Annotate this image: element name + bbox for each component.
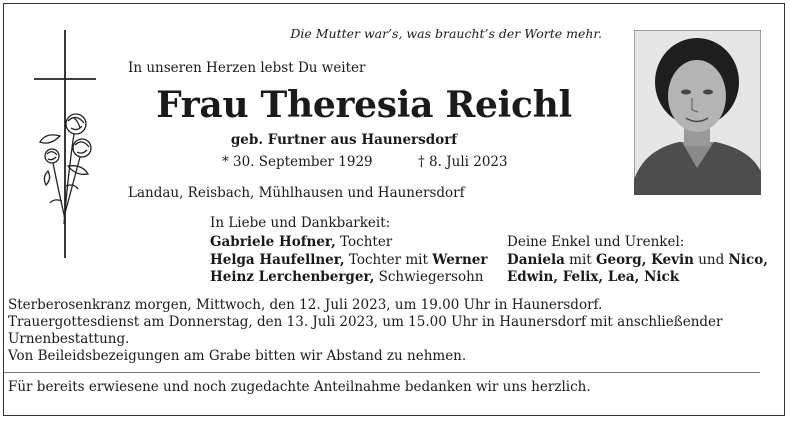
intro-line: In unseren Herzen lebst Du weiter: [128, 60, 366, 76]
death-date: † 8. Juli 2023: [418, 154, 508, 170]
motto: Die Mutter war’s, was braucht’s der Worte mehr.: [290, 26, 602, 41]
deceased-name: Frau Theresia Reichl: [156, 84, 572, 126]
portrait-photo: [634, 30, 761, 195]
divider: [4, 372, 760, 373]
family-list: [210, 234, 487, 287]
announcements: [8, 297, 778, 365]
birth-date: * 30. September 1929: [222, 154, 373, 170]
rosary-info: Sterberosenkranz morgen, Mittwoch, den 12. Juli 2023, um 19.00 Uhr in Haunersdorf.: [8, 297, 603, 313]
grandchildren-list: [507, 234, 768, 287]
family-member: Helga Haufellner, Tochter mit Werner: [210, 251, 488, 268]
condolence-note: Von Beileidsbezeigungen am Grabe bitten wir Abstand zu nehmen.: [8, 348, 467, 364]
obituary-notice: [3, 3, 785, 416]
grandchildren-heading: Deine Enkel und Urenkel:: [507, 234, 685, 250]
thanks-note: Für bereits erwiesene und noch zugedachte Anteilnahme bedanken wir uns herzlich.: [8, 379, 591, 395]
grandchildren-line: Daniela mit Georg, Kevin und Nico,: [507, 251, 768, 268]
maiden-name: geb. Furtner aus Haunersdorf: [230, 132, 458, 148]
grandchildren-line: Edwin, Felix, Lea, Nick: [507, 269, 680, 285]
family-member: Heinz Lerchenberger, Schwiegersohn: [210, 269, 484, 285]
service-info: Trauergottesdienst am Donnerstag, den 13. Juli 2023, um 15.00 Uhr in Haunersdorf mit anschließender Urnenbestattung.: [8, 314, 723, 347]
gratitude-heading: In Liebe und Dankbarkeit:: [210, 215, 391, 231]
places: Landau, Reisbach, Mühlhausen und Haunersdorf: [128, 185, 465, 201]
family-member: Gabriele Hofner, Tochter: [210, 234, 393, 250]
